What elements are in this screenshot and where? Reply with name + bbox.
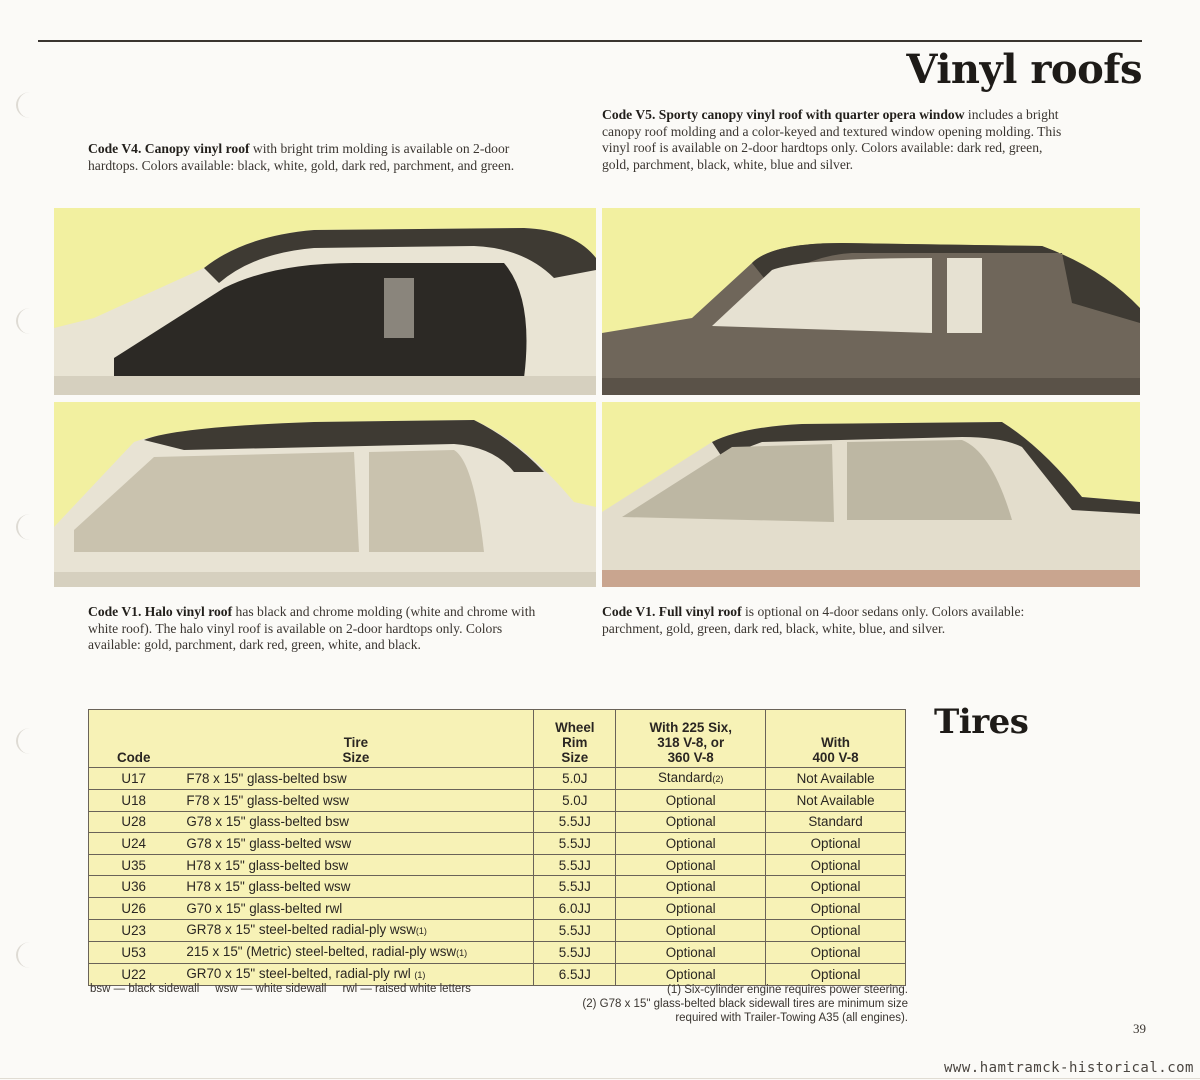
cell-tire-size: G78 x 15" glass-belted wsw — [178, 833, 533, 855]
cell-code: U35 — [89, 854, 179, 876]
binder-hole — [16, 514, 44, 540]
footnote-ref: (2) — [712, 774, 724, 784]
binder-hole — [16, 728, 44, 754]
cell-code: U17 — [89, 768, 179, 790]
cell-with-225: Optional — [616, 963, 766, 985]
cell-rim: 5.5JJ — [534, 811, 616, 833]
cell-rim: 5.0J — [534, 768, 616, 790]
page-title-vinyl-roofs: Vinyl roofs — [906, 46, 1142, 93]
cell-with-400: Optional — [766, 833, 906, 855]
cell-code: U53 — [89, 941, 179, 963]
cell-with-225 — [616, 768, 766, 790]
cell-with-400: Not Available — [766, 768, 906, 790]
website-watermark[interactable]: www.hamtramck-historical.com — [943, 1060, 1194, 1076]
table-row — [89, 833, 906, 855]
cell-tire-size — [178, 941, 533, 963]
footnote-ref: (1) — [414, 969, 426, 980]
header-with-225 — [616, 710, 766, 768]
cell-with-225: Optional — [616, 897, 766, 919]
caption-v1-full — [602, 604, 1072, 637]
cell-tire-size: F78 x 15" glass-belted wsw — [178, 790, 533, 812]
caption-v1-halo-lead: Code V1. Halo vinyl roof — [88, 604, 233, 619]
cell-with-225: Optional — [616, 811, 766, 833]
footnote-1: (1) Six-cylinder engine requires power steering. — [667, 984, 908, 996]
cell-with-400: Optional — [766, 897, 906, 919]
page-number: 39 — [1133, 1021, 1146, 1036]
cell-rim: 5.5JJ — [534, 919, 616, 941]
cell-code: U36 — [89, 876, 179, 898]
sidewall-legend — [90, 983, 471, 995]
footnote-ref: (1) — [415, 925, 427, 936]
caption-v1-full-text: is optional on 4-door sedans only. Colors available: parchment, gold, green, dark red, black, white, blue, and silver. — [602, 604, 1025, 636]
top-rule — [38, 40, 1142, 42]
cell-with-225-value: Standard — [658, 770, 713, 785]
cell-code: U22 — [89, 963, 179, 985]
header-tire-size — [178, 710, 533, 768]
table-header-row — [89, 710, 906, 768]
caption-v4-text: with bright trim molding is available on 2-door hardtops. Colors available: black, white, gold, dark red, parchment, and green. — [88, 141, 515, 173]
header-with-225-line: With 225 Six, — [649, 720, 732, 735]
cell-tire-size: G70 x 15" glass-belted rwl — [178, 897, 533, 919]
cell-with-225: Optional — [616, 833, 766, 855]
table-row — [89, 811, 906, 833]
header-with-400-line: With — [821, 735, 850, 750]
header-wheel-rim-line: Rim — [562, 735, 588, 750]
footnote-2: (2) G78 x 15" glass-belted black sidewall tires are minimum size — [582, 998, 908, 1010]
cell-rim: 5.5JJ — [534, 854, 616, 876]
cell-tire-size: F78 x 15" glass-belted bsw — [178, 768, 533, 790]
section-title-tires: Tires — [934, 702, 1029, 742]
cell-with-400: Optional — [766, 941, 906, 963]
cell-with-225: Optional — [616, 941, 766, 963]
caption-v1-halo-text: has black and chrome molding (white and chrome with white roof). The halo vinyl roof is available on 2-door hardtops only. Colors available: gold, parchment, dark red, green, white, and black. — [88, 604, 536, 653]
binder-hole — [16, 942, 44, 968]
bottom-rule — [0, 1078, 1200, 1079]
footnotes — [582, 983, 908, 1025]
header-wheel-rim-line: Size — [561, 750, 589, 765]
cell-tire-size-value: GR78 x 15" steel-belted radial-ply wsw — [186, 921, 416, 937]
cell-rim: 5.5JJ — [534, 876, 616, 898]
cell-with-400: Optional — [766, 876, 906, 898]
photo-full-vinyl-roof — [602, 402, 1140, 587]
tires-table-container — [88, 709, 906, 986]
cell-rim: 6.0JJ — [534, 897, 616, 919]
binder-hole — [16, 92, 44, 118]
header-tire-size-line: Size — [342, 750, 370, 765]
cell-tire-size: G78 x 15" glass-belted bsw — [178, 811, 533, 833]
cell-rim: 5.5JJ — [534, 833, 616, 855]
table-row — [89, 790, 906, 812]
cell-code: U23 — [89, 919, 179, 941]
header-with-225-line: 360 V-8 — [667, 750, 714, 765]
header-with-225-line: 318 V-8, or — [657, 735, 725, 750]
table-row — [89, 854, 906, 876]
header-wheel-rim-size — [534, 710, 616, 768]
cell-with-400: Optional — [766, 854, 906, 876]
header-with-400 — [766, 710, 906, 768]
caption-v4-lead: Code V4. Canopy vinyl roof — [88, 141, 250, 156]
cell-rim: 5.0J — [534, 790, 616, 812]
footnote-ref: (1) — [456, 947, 468, 958]
caption-v4 — [88, 141, 528, 174]
caption-v1-full-lead: Code V1. Full vinyl roof — [602, 604, 742, 619]
caption-v5-lead: Code V5. Sporty canopy vinyl roof with quarter opera window — [602, 107, 965, 122]
photo-opera-window-roof — [602, 208, 1140, 395]
table-row — [89, 768, 906, 790]
cell-with-225: Optional — [616, 919, 766, 941]
tires-table — [88, 709, 906, 986]
cell-with-225: Optional — [616, 790, 766, 812]
caption-v5 — [602, 107, 1064, 173]
table-row — [89, 876, 906, 898]
footnote-2-cont: required with Trailer-Towing A35 (all engines). — [675, 1012, 908, 1024]
cell-code: U18 — [89, 790, 179, 812]
cell-code: U28 — [89, 811, 179, 833]
cell-with-225: Optional — [616, 876, 766, 898]
header-tire-size-line: Tire — [343, 735, 369, 750]
cell-rim: 6.5JJ — [534, 963, 616, 985]
header-code: Code — [89, 710, 179, 768]
table-row — [89, 919, 906, 941]
binder-hole — [16, 308, 44, 334]
cell-with-400: Optional — [766, 963, 906, 985]
header-with-400-line: 400 V-8 — [812, 750, 859, 765]
cell-with-400: Not Available — [766, 790, 906, 812]
cell-tire-size: H78 x 15" glass-belted bsw — [178, 854, 533, 876]
photo-canopy-vinyl-roof — [54, 208, 596, 395]
header-wheel-rim-line: Wheel — [555, 720, 595, 735]
cell-tire-size — [178, 963, 533, 985]
cell-with-225: Optional — [616, 854, 766, 876]
table-row — [89, 897, 906, 919]
cell-with-400: Standard — [766, 811, 906, 833]
cell-tire-size-value: GR70 x 15" steel-belted, radial-ply rwl — [186, 965, 415, 981]
cell-with-400: Optional — [766, 919, 906, 941]
photo-halo-vinyl-roof — [54, 402, 596, 587]
caption-v5-text: includes a bright canopy roof molding and a color-keyed and textured window opening molding. This vinyl roof is available on 2-door hardtops only. Colors available: dark red, green, gold, parchment, black, white, blue and silver. — [602, 107, 1062, 172]
cell-code: U26 — [89, 897, 179, 919]
table-row — [89, 963, 906, 985]
cell-tire-size — [178, 919, 533, 941]
cell-tire-size: H78 x 15" glass-belted wsw — [178, 876, 533, 898]
sidewall-legend-text: bsw — black sidewall wsw — white sidewall rwl — raised white letters — [90, 983, 471, 995]
caption-v1-halo — [88, 604, 548, 654]
cell-code: U24 — [89, 833, 179, 855]
table-row — [89, 941, 906, 963]
cell-tire-size-value: 215 x 15" (Metric) steel-belted, radial-ply wsw — [186, 943, 457, 959]
cell-rim: 5.5JJ — [534, 941, 616, 963]
